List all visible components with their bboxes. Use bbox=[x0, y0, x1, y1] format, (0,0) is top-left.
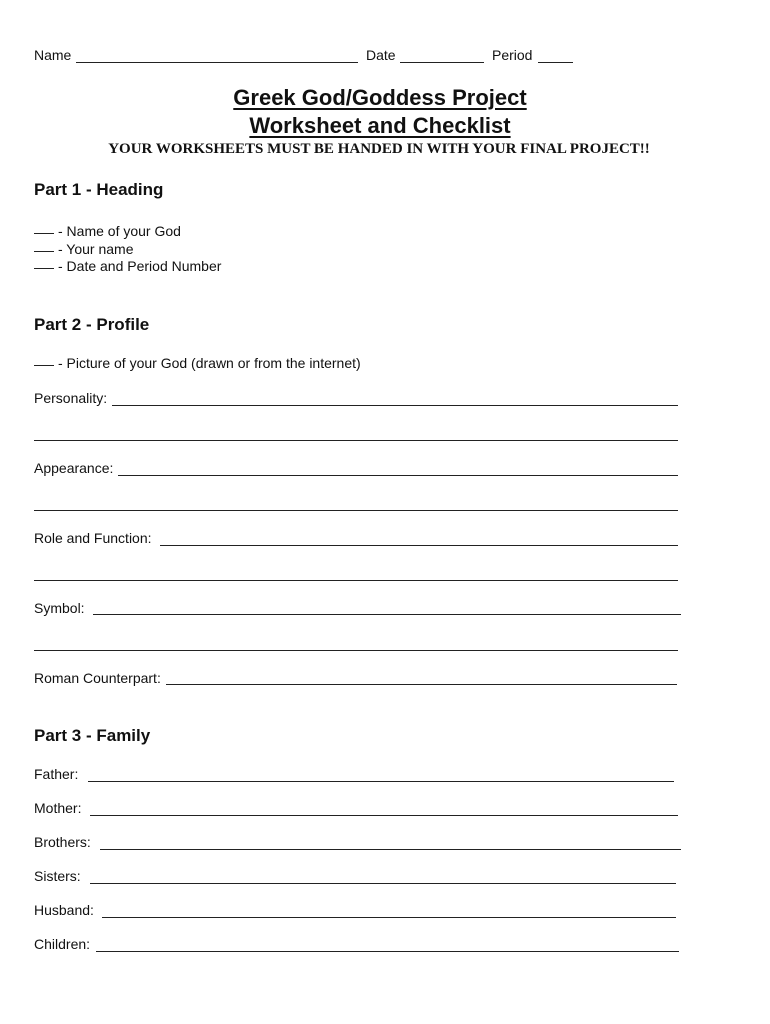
check-blank[interactable] bbox=[34, 268, 54, 269]
symbol-field[interactable] bbox=[93, 614, 681, 615]
date-label: Date bbox=[366, 47, 396, 63]
date-field[interactable] bbox=[400, 62, 484, 63]
sisters-label: Sisters: bbox=[34, 868, 81, 884]
part2-heading: Part 2 - Profile bbox=[34, 315, 150, 334]
children-field[interactable] bbox=[96, 951, 679, 952]
notice-text: YOUR WORKSHEETS MUST BE HANDED IN WITH YOUR FINAL PROJECT!! bbox=[108, 141, 650, 157]
symbol-label: Symbol: bbox=[34, 600, 85, 616]
checklist-item[interactable] bbox=[34, 258, 221, 274]
check-blank[interactable] bbox=[34, 251, 54, 252]
part3-heading: Part 3 - Family bbox=[34, 726, 151, 745]
roman-counterpart-label: Roman Counterpart: bbox=[34, 670, 161, 686]
checklist-item[interactable] bbox=[34, 355, 361, 371]
father-field[interactable] bbox=[88, 781, 674, 782]
husband-field[interactable] bbox=[102, 917, 676, 918]
husband-label: Husband: bbox=[34, 902, 94, 918]
period-field[interactable] bbox=[538, 62, 573, 63]
role-field-continued[interactable] bbox=[34, 580, 678, 581]
page-title: Greek God/Goddess Project bbox=[233, 85, 527, 110]
check-blank[interactable] bbox=[34, 365, 54, 366]
appearance-field[interactable] bbox=[118, 475, 678, 476]
checklist-item[interactable] bbox=[34, 241, 134, 257]
period-label: Period bbox=[492, 47, 533, 63]
father-label: Father: bbox=[34, 766, 79, 782]
checklist-label: - Name of your God bbox=[58, 223, 181, 239]
checklist-label: - Date and Period Number bbox=[58, 258, 222, 274]
name-field[interactable] bbox=[76, 62, 358, 63]
mother-label: Mother: bbox=[34, 800, 82, 816]
checklist-label: - Your name bbox=[58, 241, 134, 257]
roman-counterpart-field[interactable] bbox=[166, 684, 677, 685]
checklist-item[interactable] bbox=[34, 223, 181, 239]
personality-field-continued[interactable] bbox=[34, 440, 678, 441]
brothers-field[interactable] bbox=[100, 849, 681, 850]
role-field[interactable] bbox=[160, 545, 678, 546]
symbol-field-continued[interactable] bbox=[34, 650, 678, 651]
page-subtitle: Worksheet and Checklist bbox=[249, 113, 511, 138]
name-label: Name bbox=[34, 47, 72, 63]
mother-field[interactable] bbox=[90, 815, 678, 816]
appearance-field-continued[interactable] bbox=[34, 510, 678, 511]
part1-heading: Part 1 - Heading bbox=[34, 180, 164, 199]
children-label: Children: bbox=[34, 936, 91, 952]
appearance-label: Appearance: bbox=[34, 460, 114, 476]
role-label: Role and Function: bbox=[34, 530, 152, 546]
personality-field[interactable] bbox=[112, 405, 678, 406]
check-blank[interactable] bbox=[34, 233, 54, 234]
checklist-label: - Picture of your God (drawn or from the internet) bbox=[58, 355, 361, 371]
brothers-label: Brothers: bbox=[34, 834, 91, 850]
sisters-field[interactable] bbox=[90, 883, 676, 884]
personality-label: Personality: bbox=[34, 390, 108, 406]
